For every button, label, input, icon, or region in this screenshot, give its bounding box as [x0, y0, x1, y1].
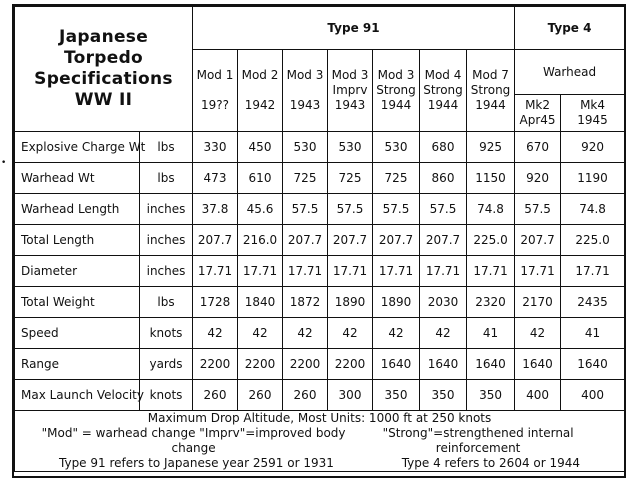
table-cell: 680 [420, 132, 467, 163]
table-cell: 350 [467, 380, 515, 411]
table-cell: 350 [420, 380, 467, 411]
column-header: Mod 3 Strong 1944 [373, 50, 420, 132]
spec-sheet [12, 4, 626, 478]
table-cell: 530 [373, 132, 420, 163]
table-cell: 41 [467, 318, 515, 349]
row-label: Diameter [15, 256, 140, 287]
row-unit: lbs [140, 163, 193, 194]
table-cell: 207.7 [420, 225, 467, 256]
table-cell: 42 [515, 318, 561, 349]
table-cell: 1890 [373, 287, 420, 318]
table-cell: 350 [373, 380, 420, 411]
table-row [15, 380, 625, 411]
column-header: Mod 1 19?? [193, 50, 238, 132]
margin-bullet-mark: • [1, 158, 7, 168]
row-unit: inches [140, 225, 193, 256]
table-header [15, 7, 625, 132]
table-row [15, 318, 625, 349]
table-cell: 1640 [561, 349, 625, 380]
table-cell: 45.6 [238, 194, 283, 225]
table-cell: 400 [515, 380, 561, 411]
row-unit: inches [140, 256, 193, 287]
table-cell: 1890 [328, 287, 373, 318]
table-cell: 225.0 [467, 225, 515, 256]
table-cell: 530 [283, 132, 328, 163]
table-cell: 1640 [420, 349, 467, 380]
table-cell: 74.8 [561, 194, 625, 225]
table-cell: 17.71 [515, 256, 561, 287]
table-row [15, 287, 625, 318]
table-cell: 260 [283, 380, 328, 411]
title-line: Japanese [58, 27, 149, 47]
column-header: Mod 3 Imprv 1943 [328, 50, 373, 132]
table-cell: 2320 [467, 287, 515, 318]
table-cell: 57.5 [515, 194, 561, 225]
row-label: Speed [15, 318, 140, 349]
table-cell: 57.5 [420, 194, 467, 225]
row-label: Warhead Wt [15, 163, 140, 194]
row-label: Total Length [15, 225, 140, 256]
table-cell: 725 [373, 163, 420, 194]
table-cell: 207.7 [373, 225, 420, 256]
table-cell: 2200 [283, 349, 328, 380]
table-cell: 670 [515, 132, 561, 163]
table-cell: 42 [193, 318, 238, 349]
table-cell: 400 [561, 380, 625, 411]
table-cell: 42 [373, 318, 420, 349]
footer-note: "Mod" = warhead change "Imprv"=improved body change [41, 426, 346, 455]
table-row [15, 194, 625, 225]
table-cell: 57.5 [283, 194, 328, 225]
row-unit: lbs [140, 287, 193, 318]
table-cell: 42 [420, 318, 467, 349]
table-cell: 530 [328, 132, 373, 163]
row-unit: inches [140, 194, 193, 225]
row-unit: lbs [140, 132, 193, 163]
table-cell: 920 [561, 132, 625, 163]
group-type4: Type 4 [515, 7, 625, 50]
title-line: WW II [74, 90, 133, 110]
table-cell: 42 [283, 318, 328, 349]
table-cell: 1150 [467, 163, 515, 194]
footer-note: Type 91 refers to Japanese year 2591 or 1931 [59, 456, 334, 470]
table-cell: 860 [420, 163, 467, 194]
spec-table [14, 6, 625, 472]
table-cell: 225.0 [561, 225, 625, 256]
table-cell: 57.5 [373, 194, 420, 225]
table-cell: 725 [283, 163, 328, 194]
table-cell: 216.0 [238, 225, 283, 256]
table-cell: 41 [561, 318, 625, 349]
table-body [15, 132, 625, 411]
table-row [15, 225, 625, 256]
table-cell: 725 [328, 163, 373, 194]
footer-note: Type 4 refers to 2604 or 1944 [401, 456, 581, 470]
table-cell: 925 [467, 132, 515, 163]
footer-note: "Strong"=strengthened internal reinforcement [382, 426, 574, 455]
column-header: Mk2 Apr45 [515, 95, 561, 132]
row-unit: knots [140, 380, 193, 411]
row-label: Explosive Charge Wt [15, 132, 140, 163]
row-label: Max Launch Velocity [15, 380, 140, 411]
table-cell: 37.8 [193, 194, 238, 225]
title-line: Specifications [34, 69, 173, 89]
table-cell: 473 [193, 163, 238, 194]
column-header: Mod 4 Strong 1944 [420, 50, 467, 132]
table-row [15, 349, 625, 380]
table-cell: 207.7 [515, 225, 561, 256]
table-row [15, 163, 625, 194]
table-cell: 42 [238, 318, 283, 349]
table-cell: 300 [328, 380, 373, 411]
table-cell: 1640 [373, 349, 420, 380]
column-header: Mod 7 Strong 1944 [467, 50, 515, 132]
table-cell: 920 [515, 163, 561, 194]
table-cell: 17.71 [373, 256, 420, 287]
table-cell: 1640 [467, 349, 515, 380]
table-title [15, 7, 193, 132]
row-unit: knots [140, 318, 193, 349]
table-cell: 207.7 [328, 225, 373, 256]
table-cell: 1872 [283, 287, 328, 318]
table-footer [15, 411, 625, 472]
table-cell: 17.71 [193, 256, 238, 287]
table-cell: 17.71 [420, 256, 467, 287]
table-cell: 42 [328, 318, 373, 349]
table-cell: 207.7 [283, 225, 328, 256]
table-cell: 330 [193, 132, 238, 163]
table-cell: 2200 [193, 349, 238, 380]
table-cell: 17.71 [283, 256, 328, 287]
table-cell: 17.71 [467, 256, 515, 287]
table-cell: 17.71 [561, 256, 625, 287]
table-row [15, 256, 625, 287]
table-cell: 57.5 [328, 194, 373, 225]
group-type91: Type 91 [193, 7, 515, 50]
table-cell: 2200 [238, 349, 283, 380]
table-cell: 450 [238, 132, 283, 163]
footer-note: Maximum Drop Altitude, Most Units: 1000 ft at 250 knots [147, 411, 492, 425]
table-cell: 2435 [561, 287, 625, 318]
column-header: Mk4 1945 [561, 95, 625, 132]
table-cell: 2170 [515, 287, 561, 318]
table-cell: 610 [238, 163, 283, 194]
table-cell: 17.71 [328, 256, 373, 287]
row-label: Total Weight [15, 287, 140, 318]
table-cell: 1640 [515, 349, 561, 380]
table-cell: 17.71 [238, 256, 283, 287]
row-unit: yards [140, 349, 193, 380]
table-cell: 260 [193, 380, 238, 411]
table-cell: 1190 [561, 163, 625, 194]
table-cell: 1840 [238, 287, 283, 318]
table-cell: 260 [238, 380, 283, 411]
title-line: Torpedo [63, 48, 144, 68]
row-label: Warhead Length [15, 194, 140, 225]
table-cell: 1728 [193, 287, 238, 318]
table-row [15, 132, 625, 163]
table-cell: 207.7 [193, 225, 238, 256]
column-header: Mod 3 1943 [283, 50, 328, 132]
group-warhead: Warhead [515, 50, 625, 95]
table-cell: 74.8 [467, 194, 515, 225]
column-header: Mod 2 1942 [238, 50, 283, 132]
table-cell: 2200 [328, 349, 373, 380]
row-label: Range [15, 349, 140, 380]
table-cell: 2030 [420, 287, 467, 318]
